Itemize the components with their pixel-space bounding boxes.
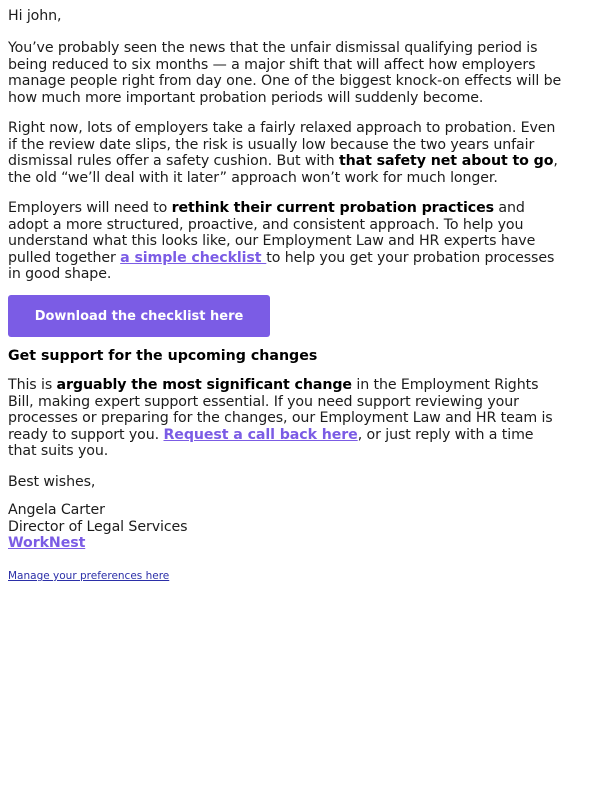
simple-checklist-link[interactable]: a simple checklist — [120, 249, 267, 266]
checklist-paragraph — [8, 200, 554, 283]
text-segment: This is — [8, 377, 57, 393]
text-line: Right now, lots of employers take a fairly relaxed approach to probation. Even — [8, 120, 556, 136]
emphasis-text: rethink their current probation practices — [171, 200, 494, 216]
text-line: that suits you. — [8, 443, 109, 459]
support-heading: Get support for the upcoming changes — [8, 348, 318, 364]
text-segment: and — [493, 200, 525, 216]
signature — [8, 502, 187, 552]
signature-name: Angela Carter — [8, 502, 105, 518]
text-line — [8, 377, 553, 394]
text-segment: to help you get your probation processes — [266, 249, 555, 266]
text-line — [8, 250, 554, 267]
text-segment: , — [553, 153, 558, 169]
text-line — [8, 200, 554, 217]
worknest-link[interactable]: WorkNest — [8, 535, 86, 551]
text-segment: Employers will need to — [8, 200, 172, 216]
signoff: Best wishes, — [8, 474, 96, 490]
signature-company — [8, 535, 187, 552]
text-line: You’ve probably seen the news that the unfair dismissal qualifying period is — [8, 40, 538, 56]
probation-paragraph — [8, 120, 558, 186]
text-line — [8, 153, 558, 170]
text-line: manage people right from day one. One of the biggest knock-on effects will be — [8, 73, 562, 89]
text-segment: pulled together — [8, 249, 121, 266]
emphasis-text: arguably the most significant change — [56, 377, 352, 393]
intro-paragraph — [8, 40, 561, 106]
text-line: adopt a more structured, proactive, and consistent approach. To help you — [8, 216, 524, 233]
text-segment: , or just reply with a time — [357, 426, 534, 443]
text-line: understand what this looks like, our Employment Law and HR experts have — [8, 233, 536, 249]
greeting: Hi john, — [8, 8, 62, 24]
text-segment: ready to support you. — [8, 426, 164, 443]
text-line: being reduced to six months — a major shift that will affect how employers — [8, 56, 536, 73]
text-line: Bill, making expert support essential. If you need support reviewing your — [8, 393, 519, 410]
text-line: the old “we’ll deal with it later” approach won’t work for much longer. — [8, 169, 498, 186]
text-line: processes or preparing for the changes, our Employment Law and HR team is — [8, 410, 553, 426]
emphasis-text: that safety net about to go — [338, 153, 554, 169]
text-segment: in the Employment Rights — [351, 377, 539, 393]
text-segment: dismissal rules offer a safety cushion. But with — [8, 153, 339, 169]
text-line — [8, 427, 553, 444]
download-checklist-button[interactable]: Download the checklist here — [8, 295, 270, 337]
request-call-back-link[interactable]: Request a call back here — [163, 426, 358, 443]
signature-title: Director of Legal Services — [8, 518, 188, 535]
text-line: how much more important probation periods will suddenly become. — [8, 89, 484, 106]
manage-preferences-link[interactable]: Manage your preferences here — [8, 570, 170, 582]
text-line: in good shape. — [8, 266, 112, 282]
text-line: if the review date slips, the risk is usually low because the two years unfair — [8, 136, 535, 153]
support-paragraph — [8, 377, 553, 460]
